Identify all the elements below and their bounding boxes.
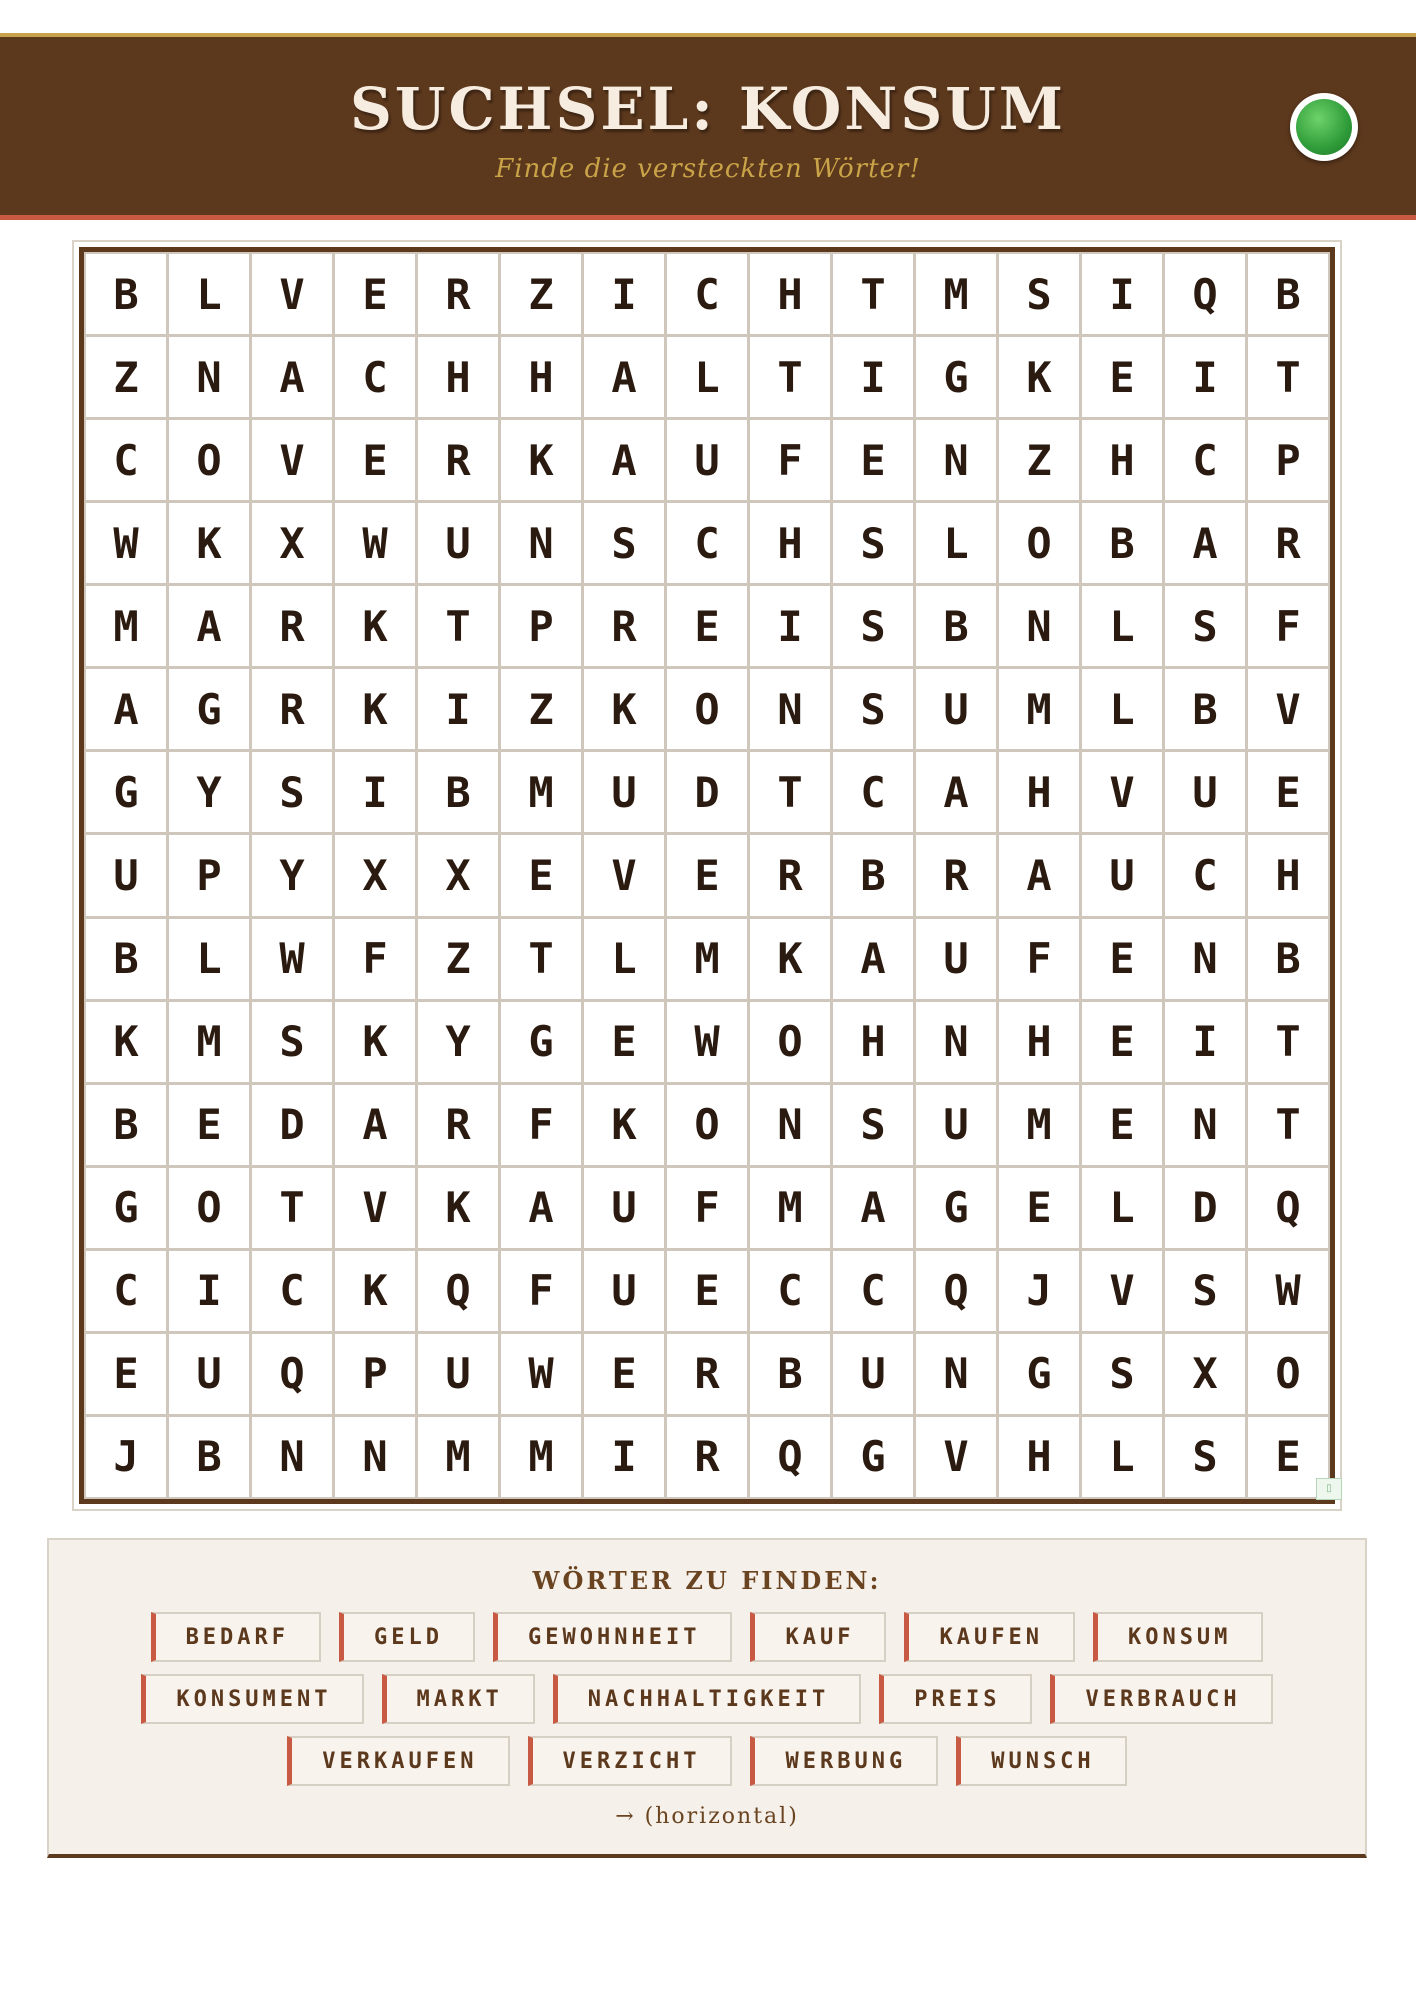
page-header: [0, 33, 1416, 220]
grid-cell[interactable]: Y: [252, 835, 332, 915]
word-chip: MARKT: [382, 1674, 535, 1724]
grid-cell[interactable]: K: [501, 420, 581, 500]
grid-cell[interactable]: S: [1165, 586, 1245, 666]
grid-cell[interactable]: M: [667, 919, 747, 999]
grid-cell[interactable]: F: [501, 1085, 581, 1165]
grid-cell[interactable]: E: [1248, 752, 1328, 832]
grid-cell[interactable]: E: [667, 835, 747, 915]
page-subtitle: Finde die versteckten Wörter!: [495, 154, 921, 184]
grid-cell[interactable]: U: [833, 1334, 913, 1414]
grid-cell[interactable]: M: [418, 1417, 498, 1497]
grid-cell[interactable]: E: [335, 420, 415, 500]
grid-cell[interactable]: F: [667, 1168, 747, 1248]
grid-cell[interactable]: V: [1248, 669, 1328, 749]
grid-cell[interactable]: U: [1082, 835, 1162, 915]
grid-cell[interactable]: K: [335, 1251, 415, 1331]
grid-cell[interactable]: L: [169, 919, 249, 999]
grid-cell[interactable]: T: [833, 254, 913, 334]
grid-cell[interactable]: C: [667, 503, 747, 583]
word-chip: GELD: [339, 1612, 475, 1662]
grid-cell[interactable]: Z: [501, 254, 581, 334]
grid-cell[interactable]: R: [418, 1085, 498, 1165]
grid-cell[interactable]: Z: [999, 420, 1079, 500]
grid-cell[interactable]: L: [916, 503, 996, 583]
grid-cell[interactable]: H: [999, 1002, 1079, 1082]
grid-cell[interactable]: Y: [169, 752, 249, 832]
grid-cell[interactable]: D: [1165, 1168, 1245, 1248]
grid-cell[interactable]: K: [169, 503, 249, 583]
grid-cell[interactable]: I: [1165, 337, 1245, 417]
grid-cell[interactable]: V: [916, 1417, 996, 1497]
grid-cell[interactable]: T: [1248, 337, 1328, 417]
grid-cell[interactable]: T: [1248, 1085, 1328, 1165]
grid-cell[interactable]: M: [999, 669, 1079, 749]
word-chip: GEWOHNHEIT: [493, 1612, 732, 1662]
word-chip: KAUFEN: [904, 1612, 1074, 1662]
grid-cell[interactable]: E: [86, 1334, 166, 1414]
grid-cell[interactable]: N: [252, 1417, 332, 1497]
grid-cell[interactable]: G: [916, 337, 996, 417]
grid-cell[interactable]: W: [252, 919, 332, 999]
word-list-title: WÖRTER ZU FINDEN:: [532, 1566, 882, 1595]
grid-cell[interactable]: H: [1082, 420, 1162, 500]
grid-cell[interactable]: M: [501, 1417, 581, 1497]
grid-cell[interactable]: W: [667, 1002, 747, 1082]
grid-cell[interactable]: A: [833, 1168, 913, 1248]
grid-cell[interactable]: Q: [750, 1417, 830, 1497]
grid-cell[interactable]: B: [1248, 919, 1328, 999]
grid-cell[interactable]: E: [584, 1002, 664, 1082]
grid-cell[interactable]: S: [1165, 1251, 1245, 1331]
direction-hint: → (horizontal): [615, 1804, 799, 1829]
grid-cell[interactable]: K: [335, 586, 415, 666]
grid-cell[interactable]: I: [750, 586, 830, 666]
grid-cell[interactable]: G: [86, 1168, 166, 1248]
grid-cell[interactable]: N: [501, 503, 581, 583]
grid-cell[interactable]: I: [584, 254, 664, 334]
grid-cell[interactable]: R: [667, 1417, 747, 1497]
grid-cell[interactable]: U: [667, 420, 747, 500]
grid-cell[interactable]: K: [750, 919, 830, 999]
word-chip: KONSUMENT: [141, 1674, 363, 1724]
grid-cell[interactable]: S: [252, 1002, 332, 1082]
word-chip: WUNSCH: [956, 1736, 1126, 1786]
grid-cell[interactable]: C: [750, 1251, 830, 1331]
grid-cell[interactable]: E: [1082, 919, 1162, 999]
word-list-panel: [47, 1538, 1367, 1858]
letter-grid: [79, 247, 1335, 1504]
grid-cell[interactable]: U: [584, 752, 664, 832]
grid-cell[interactable]: G: [169, 669, 249, 749]
grid-cell[interactable]: Q: [1165, 254, 1245, 334]
grid-cell[interactable]: U: [1165, 752, 1245, 832]
grid-cell[interactable]: M: [169, 1002, 249, 1082]
grid-cell[interactable]: S: [833, 586, 913, 666]
grid-cell[interactable]: H: [999, 1417, 1079, 1497]
grid-cell[interactable]: H: [1248, 835, 1328, 915]
grid-cell[interactable]: B: [1082, 503, 1162, 583]
grid-cell[interactable]: B: [1165, 669, 1245, 749]
grid-cell[interactable]: I: [1082, 254, 1162, 334]
grid-cell[interactable]: B: [916, 586, 996, 666]
grid-cell[interactable]: B: [418, 752, 498, 832]
grid-cell[interactable]: E: [335, 254, 415, 334]
grid-cell[interactable]: N: [750, 669, 830, 749]
grid-cell[interactable]: S: [1165, 1417, 1245, 1497]
grid-cell[interactable]: K: [335, 1002, 415, 1082]
grid-cell[interactable]: E: [667, 1251, 747, 1331]
grid-cell[interactable]: F: [1248, 586, 1328, 666]
grid-cell[interactable]: A: [999, 835, 1079, 915]
grid-cell[interactable]: Y: [418, 1002, 498, 1082]
grid-cell[interactable]: E: [584, 1334, 664, 1414]
grid-cell[interactable]: T: [252, 1168, 332, 1248]
grid-cell[interactable]: K: [335, 669, 415, 749]
page-title: SUCHSEL: KONSUM: [350, 75, 1066, 143]
word-chip: VERBRAUCH: [1050, 1674, 1272, 1724]
grid-cell[interactable]: E: [999, 1168, 1079, 1248]
corner-stamp-icon: ▯: [1316, 1478, 1342, 1500]
grid-cell[interactable]: C: [86, 420, 166, 500]
grid-cell[interactable]: G: [916, 1168, 996, 1248]
grid-cell[interactable]: S: [252, 752, 332, 832]
grid-cell[interactable]: U: [418, 1334, 498, 1414]
grid-cell[interactable]: Q: [252, 1334, 332, 1414]
grid-cell[interactable]: N: [999, 586, 1079, 666]
grid-cell[interactable]: I: [169, 1251, 249, 1331]
grid-cell[interactable]: M: [501, 752, 581, 832]
grid-cell[interactable]: C: [667, 254, 747, 334]
word-chip: BEDARF: [151, 1612, 321, 1662]
grid-cell[interactable]: T: [418, 586, 498, 666]
grid-cell[interactable]: O: [667, 1085, 747, 1165]
grid-cell[interactable]: K: [999, 337, 1079, 417]
grid-cell[interactable]: A: [86, 669, 166, 749]
grid-cell[interactable]: T: [750, 337, 830, 417]
grid-cell[interactable]: A: [335, 1085, 415, 1165]
grid-cell[interactable]: A: [501, 1168, 581, 1248]
grid-cell[interactable]: A: [169, 586, 249, 666]
grid-cell[interactable]: Q: [1248, 1168, 1328, 1248]
grid-cell[interactable]: H: [999, 752, 1079, 832]
grid-cell[interactable]: B: [86, 254, 166, 334]
grid-cell[interactable]: X: [252, 503, 332, 583]
grid-cell[interactable]: V: [252, 254, 332, 334]
grid-cell[interactable]: C: [833, 1251, 913, 1331]
word-chip: NACHHALTIGKEIT: [553, 1674, 861, 1724]
grid-cell[interactable]: G: [833, 1417, 913, 1497]
grid-cell[interactable]: A: [1165, 503, 1245, 583]
grid-cell[interactable]: K: [418, 1168, 498, 1248]
grid-cell[interactable]: K: [584, 1085, 664, 1165]
grid-cell[interactable]: W: [501, 1334, 581, 1414]
grid-cell[interactable]: V: [1082, 1251, 1162, 1331]
grid-cell[interactable]: R: [916, 835, 996, 915]
grid-cell[interactable]: T: [501, 919, 581, 999]
grid-cell[interactable]: Z: [418, 919, 498, 999]
grid-cell[interactable]: U: [86, 835, 166, 915]
grid-cell[interactable]: D: [252, 1085, 332, 1165]
grid-cell[interactable]: S: [833, 1085, 913, 1165]
grid-cell[interactable]: R: [750, 835, 830, 915]
grid-cell[interactable]: C: [86, 1251, 166, 1331]
grid-cell[interactable]: R: [252, 586, 332, 666]
grid-cell[interactable]: U: [916, 1085, 996, 1165]
grid-cell[interactable]: I: [584, 1417, 664, 1497]
grid-cell[interactable]: T: [1248, 1002, 1328, 1082]
word-chip: VERKAUFEN: [287, 1736, 509, 1786]
grid-cell[interactable]: A: [252, 337, 332, 417]
grid-cell[interactable]: W: [335, 503, 415, 583]
grid-cell[interactable]: B: [833, 835, 913, 915]
grid-cell[interactable]: E: [169, 1085, 249, 1165]
grid-cell[interactable]: U: [584, 1251, 664, 1331]
grid-cell[interactable]: E: [833, 420, 913, 500]
word-list-row: [49, 1736, 1365, 1786]
grid-cell[interactable]: L: [584, 919, 664, 999]
grid-cell[interactable]: N: [750, 1085, 830, 1165]
grid-cell[interactable]: S: [999, 254, 1079, 334]
word-chip: WERBUNG: [750, 1736, 938, 1786]
grid-cell[interactable]: K: [86, 1002, 166, 1082]
grid-cell[interactable]: U: [169, 1334, 249, 1414]
grid-cell[interactable]: T: [750, 752, 830, 832]
grid-cell[interactable]: W: [1248, 1251, 1328, 1331]
grid-cell[interactable]: U: [916, 919, 996, 999]
grid-cell[interactable]: U: [916, 669, 996, 749]
grid-cell[interactable]: C: [1165, 835, 1245, 915]
grid-cell[interactable]: O: [750, 1002, 830, 1082]
grid-cell[interactable]: Q: [418, 1251, 498, 1331]
grid-cell[interactable]: L: [667, 337, 747, 417]
grid-cell[interactable]: E: [501, 835, 581, 915]
grid-cell[interactable]: M: [750, 1168, 830, 1248]
grid-cell[interactable]: S: [584, 503, 664, 583]
grid-cell[interactable]: A: [584, 420, 664, 500]
grid-cell[interactable]: P: [501, 586, 581, 666]
grid-cell[interactable]: I: [833, 337, 913, 417]
grid-cell[interactable]: F: [750, 420, 830, 500]
word-list-row: [49, 1674, 1365, 1724]
word-chip: KAUF: [750, 1612, 886, 1662]
grid-cell[interactable]: R: [252, 669, 332, 749]
grid-cell[interactable]: H: [833, 1002, 913, 1082]
grid-cell[interactable]: E: [1082, 1085, 1162, 1165]
grid-cell[interactable]: I: [335, 752, 415, 832]
grid-cell[interactable]: Z: [501, 669, 581, 749]
grid-cell[interactable]: F: [335, 919, 415, 999]
grid-cell[interactable]: H: [501, 337, 581, 417]
grid-cell[interactable]: E: [1248, 1417, 1328, 1497]
grid-cell[interactable]: L: [1082, 1417, 1162, 1497]
grid-cell[interactable]: M: [916, 254, 996, 334]
grid-cell[interactable]: W: [86, 503, 166, 583]
grid-cell[interactable]: U: [418, 503, 498, 583]
word-list-row: [49, 1612, 1365, 1662]
grid-cell[interactable]: C: [335, 337, 415, 417]
grid-cell[interactable]: L: [1082, 1168, 1162, 1248]
grid-cell[interactable]: H: [750, 503, 830, 583]
grid-cell[interactable]: R: [418, 254, 498, 334]
grid-cell[interactable]: N: [169, 337, 249, 417]
grid-cell[interactable]: G: [501, 1002, 581, 1082]
grid-cell[interactable]: O: [169, 1168, 249, 1248]
grid-cell[interactable]: F: [501, 1251, 581, 1331]
status-indicator-icon: [1290, 93, 1358, 161]
grid-cell[interactable]: J: [999, 1251, 1079, 1331]
grid-cell[interactable]: R: [418, 420, 498, 500]
grid-cell[interactable]: B: [1248, 254, 1328, 334]
grid-cell[interactable]: N: [335, 1417, 415, 1497]
grid-cell[interactable]: G: [86, 752, 166, 832]
grid-cell[interactable]: I: [418, 669, 498, 749]
grid-cell[interactable]: V: [584, 835, 664, 915]
grid-cell[interactable]: R: [667, 1334, 747, 1414]
grid-cell[interactable]: I: [1165, 1002, 1245, 1082]
grid-cell[interactable]: P: [169, 835, 249, 915]
grid-cell[interactable]: Z: [86, 337, 166, 417]
grid-cell[interactable]: P: [1248, 420, 1328, 500]
grid-cell[interactable]: Q: [916, 1251, 996, 1331]
grid-cell[interactable]: B: [169, 1417, 249, 1497]
grid-cell[interactable]: N: [916, 1334, 996, 1414]
grid-cell[interactable]: D: [667, 752, 747, 832]
grid-cell[interactable]: H: [750, 254, 830, 334]
grid-cell[interactable]: X: [1165, 1334, 1245, 1414]
grid-cell[interactable]: B: [86, 919, 166, 999]
grid-cell[interactable]: B: [750, 1334, 830, 1414]
grid-cell[interactable]: O: [1248, 1334, 1328, 1414]
grid-cell[interactable]: E: [1082, 1002, 1162, 1082]
grid-cell[interactable]: N: [916, 1002, 996, 1082]
grid-cell[interactable]: N: [1165, 919, 1245, 999]
grid-cell[interactable]: S: [833, 503, 913, 583]
grid-cell[interactable]: P: [335, 1334, 415, 1414]
grid-cell[interactable]: N: [1165, 1085, 1245, 1165]
grid-cell[interactable]: X: [418, 835, 498, 915]
grid-cell[interactable]: E: [667, 586, 747, 666]
grid-cell[interactable]: H: [418, 337, 498, 417]
grid-cell[interactable]: M: [86, 586, 166, 666]
grid-cell[interactable]: B: [86, 1085, 166, 1165]
grid-cell[interactable]: L: [1082, 669, 1162, 749]
word-chip: PREIS: [879, 1674, 1032, 1724]
grid-cell[interactable]: C: [252, 1251, 332, 1331]
grid-cell[interactable]: O: [999, 503, 1079, 583]
grid-cell[interactable]: X: [335, 835, 415, 915]
grid-cell[interactable]: V: [252, 420, 332, 500]
grid-cell[interactable]: C: [833, 752, 913, 832]
grid-cell[interactable]: O: [667, 669, 747, 749]
grid-cell[interactable]: K: [584, 669, 664, 749]
grid-cell[interactable]: O: [169, 420, 249, 500]
grid-cell[interactable]: S: [833, 669, 913, 749]
grid-cell[interactable]: S: [1082, 1334, 1162, 1414]
grid-cell[interactable]: R: [584, 586, 664, 666]
grid-cell[interactable]: G: [999, 1334, 1079, 1414]
grid-cell[interactable]: A: [916, 752, 996, 832]
grid-cell[interactable]: N: [916, 420, 996, 500]
grid-cell[interactable]: A: [584, 337, 664, 417]
grid-cell[interactable]: V: [1082, 752, 1162, 832]
word-chip: VERZICHT: [528, 1736, 733, 1786]
word-chip: KONSUM: [1093, 1612, 1263, 1662]
grid-cell[interactable]: L: [169, 254, 249, 334]
grid-cell[interactable]: L: [1082, 586, 1162, 666]
grid-cell[interactable]: R: [1248, 503, 1328, 583]
grid-cell[interactable]: M: [999, 1085, 1079, 1165]
grid-cell[interactable]: F: [999, 919, 1079, 999]
grid-cell[interactable]: U: [584, 1168, 664, 1248]
grid-cell[interactable]: E: [1082, 337, 1162, 417]
grid-cell[interactable]: J: [86, 1417, 166, 1497]
grid-cell[interactable]: V: [335, 1168, 415, 1248]
grid-cell[interactable]: C: [1165, 420, 1245, 500]
grid-cell[interactable]: A: [833, 919, 913, 999]
